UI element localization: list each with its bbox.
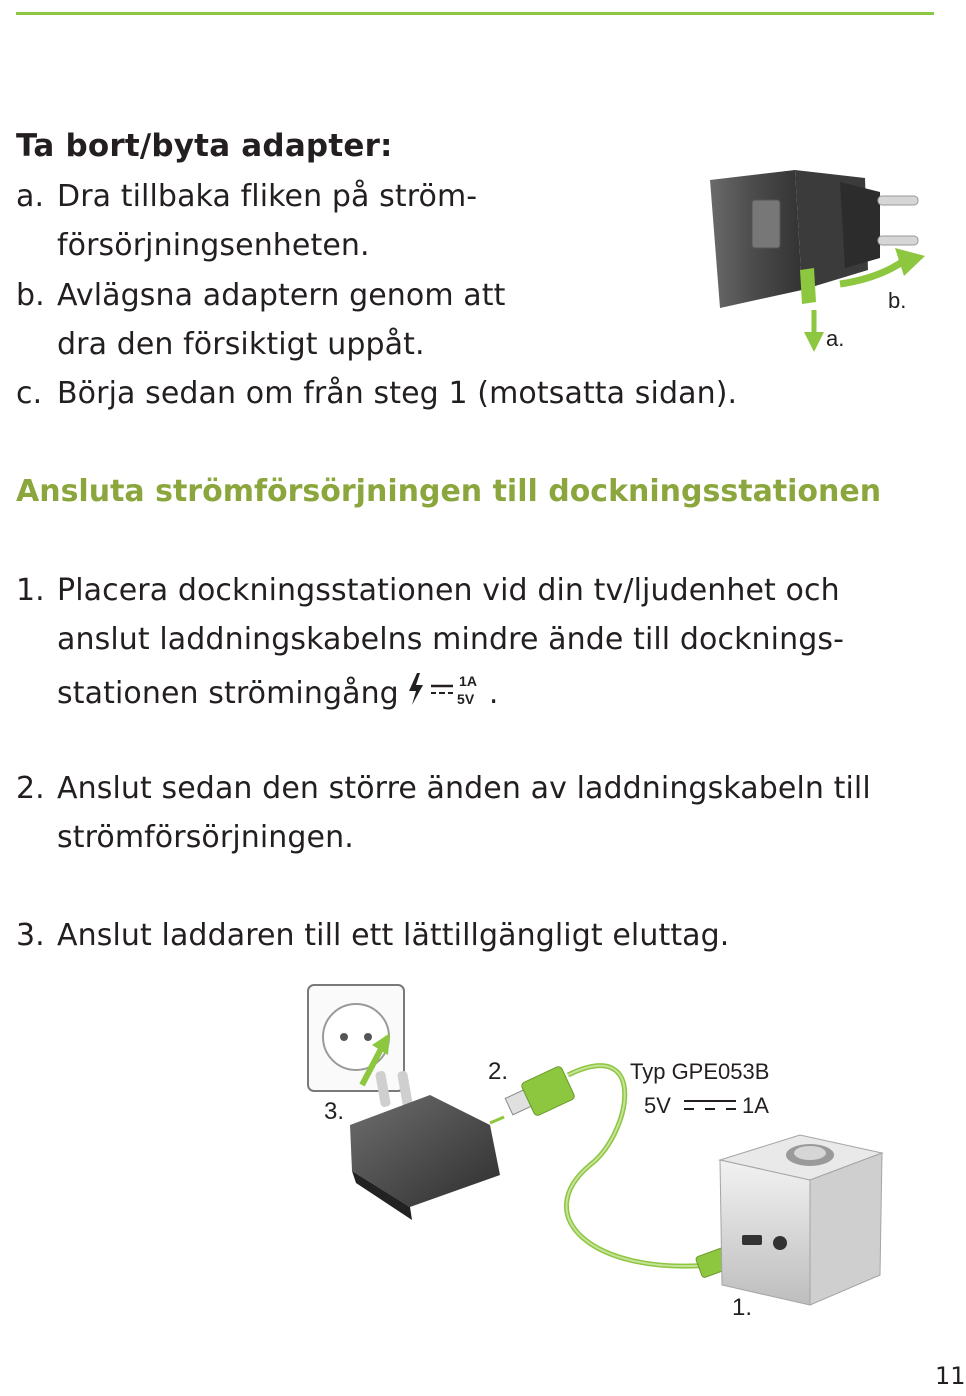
step-1-line-3: stationen strömingång 1A 5V .	[57, 671, 498, 715]
step-b-line-2: dra den försiktigt uppåt.	[57, 327, 425, 362]
label-2: 2.	[488, 1058, 509, 1085]
step-3-line-1: 3. Anslut laddaren till ett lättillgängligt eluttag.	[16, 918, 730, 953]
step-a-line-2: försörjningsenheten.	[57, 228, 370, 263]
remove-adapter-title: Ta bort/byta adapter:	[16, 128, 393, 164]
svg-text:5V: 5V	[456, 691, 475, 707]
step-1-line-2: anslut laddningskabelns mindre ände till docknings-	[57, 622, 845, 657]
plug-pins-shape	[878, 196, 918, 245]
connect-section-title: Ansluta strömförsörjningen till dockningsstationen	[16, 474, 882, 509]
label-b: b.	[888, 288, 907, 313]
adapter-removal-illustration	[690, 160, 950, 360]
power-input-symbol	[403, 671, 489, 715]
type-label: Typ GPE053B	[630, 1059, 770, 1084]
adapter-body-shape	[710, 170, 880, 308]
step-2-line-2: strömförsörjningen.	[57, 820, 354, 855]
label-3: 3.	[324, 1098, 345, 1125]
wall-socket-shape	[308, 985, 404, 1091]
label-a: a.	[826, 326, 845, 351]
step-1-line-1: 1. Placera dockningsstationen vid din tv/ljudenhet och	[16, 573, 840, 608]
current-label: 1A	[742, 1093, 769, 1118]
voltage-label: 5V	[644, 1093, 671, 1118]
dc-symbol-shape	[684, 1101, 736, 1109]
step-b-line-1: b. Avlägsna adaptern genom att	[16, 278, 506, 313]
page-number: 11	[935, 1362, 966, 1390]
svg-text:1A: 1A	[458, 673, 477, 689]
tab-shape	[800, 268, 816, 304]
step-2-line-1: 2. Anslut sedan den större änden av laddningskabeln till	[16, 771, 871, 806]
usb-a-connector-shape	[505, 1065, 575, 1116]
step-c-line-1: c. Börja sedan om från steg 1 (motsatta sidan).	[16, 376, 738, 411]
charger-connection-illustration	[290, 975, 910, 1335]
docking-station-shape	[720, 1135, 882, 1305]
charger-shape	[350, 1070, 500, 1220]
top-rule	[16, 12, 934, 15]
step-a-line-1: a. Dra tillbaka fliken på ström-	[16, 179, 478, 214]
label-1: 1.	[732, 1294, 753, 1321]
